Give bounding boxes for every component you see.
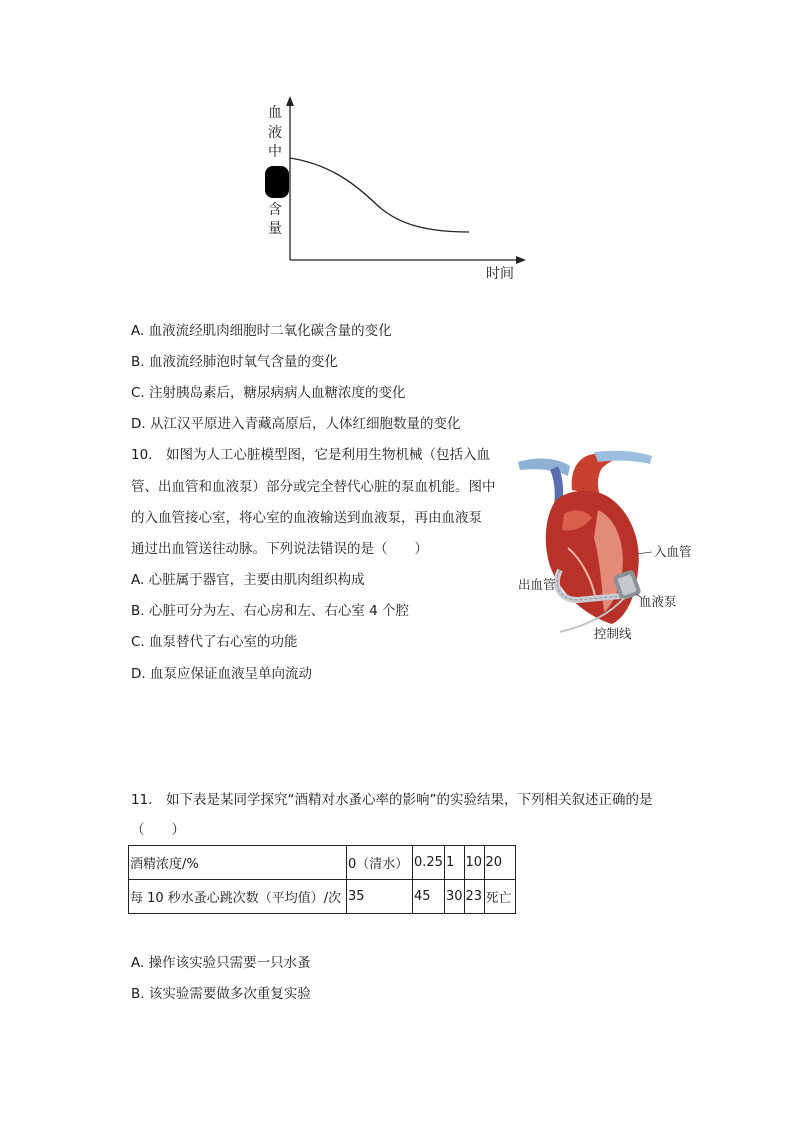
q9-option-b: B. 血液流经肺泡时氧气含量的变化 xyxy=(131,354,338,370)
q10-stem-line: 的入血管接心室，将心室的血液输送到血液泵，再由血液泵 xyxy=(131,510,482,526)
q10-stem-line: 通过出血管送往动脉。下列说法错误的是（ ） xyxy=(131,541,428,557)
table-cell: 20 xyxy=(484,846,515,880)
q9-option-c: C. 注射胰岛素后，糖尿病病人血糖浓度的变化 xyxy=(131,385,406,401)
q10-stem-line: 管、出血管和血液泵）部分或完全替代心脏的泵血机能。图中 xyxy=(131,479,496,495)
pulmonary-vessel-left xyxy=(518,459,570,476)
data-table xyxy=(128,845,516,914)
graph-y-label-char: 含 xyxy=(268,202,282,218)
q11-option-b: B. 该实验需要做多次重复实验 xyxy=(131,986,311,1002)
heart-label-pump: 血液泵 xyxy=(639,594,677,609)
q11-option-a: A. 操作该实验只需要一只水蚤 xyxy=(131,955,311,971)
q11-stem-line: 11. 如下表是某同学探究“酒精对水蚤心率的影响”的实验结果，下列相关叙述正确的是 xyxy=(131,792,653,808)
table-cell: 10 xyxy=(464,846,484,880)
q9-option-d: D. 从江汉平原进入青藏高原后，人体红细胞数量的变化 xyxy=(131,416,461,432)
table-cell: 死亡 xyxy=(484,880,515,914)
content-graph xyxy=(258,92,533,287)
graph-y-label-char: 血 xyxy=(268,105,282,121)
table-cell: 酒精浓度/% xyxy=(129,846,347,880)
q10-option-b: B. 心脏可分为左、右心房和左、右心室 4 个腔 xyxy=(131,603,410,619)
graph-y-label-char: 中 xyxy=(268,144,282,160)
q11-stem-line: （ ） xyxy=(131,822,185,838)
table-cell: 30 xyxy=(444,880,464,914)
heart-label-inlet: 入血管 xyxy=(654,544,692,559)
table-cell: 每 10 秒水蚤心跳次数（平均值）/次 xyxy=(129,880,347,914)
heart-label-control: 控制线 xyxy=(594,626,632,641)
heart-body xyxy=(546,491,639,624)
table-row xyxy=(129,880,516,914)
y-axis-arrow xyxy=(286,96,294,106)
content-curve xyxy=(290,158,469,232)
graph-y-label-char: 液 xyxy=(268,125,282,141)
table-cell: 35 xyxy=(347,880,413,914)
q10-option-a: A. 心脏属于器官，主要由肌肉组织构成 xyxy=(131,572,365,588)
heart-label-outlet: 出血管 xyxy=(518,577,556,592)
table-cell: 0.25 xyxy=(413,846,445,880)
table-cell: 0（清水） xyxy=(347,846,413,880)
x-axis-arrow xyxy=(516,256,526,264)
table-row xyxy=(129,846,516,880)
obscured-label-blot xyxy=(265,166,289,198)
q10-stem-line: 10. 如图为人工心脏模型图，它是利用生物机械（包括入血 xyxy=(131,447,490,463)
table-cell: 23 xyxy=(464,880,484,914)
table-cell: 1 xyxy=(444,846,464,880)
q9-option-a: A. 血液流经肌肉细胞时二氧化碳含量的变化 xyxy=(131,323,392,339)
q10-option-d: D. 血泵应保证血液呈单向流动 xyxy=(131,666,312,682)
graph-y-label-char: 量 xyxy=(268,221,282,237)
graph-x-label: 时间 xyxy=(486,266,514,282)
q10-option-c: C. 血泵替代了右心室的功能 xyxy=(131,634,298,650)
table-cell: 45 xyxy=(413,880,445,914)
